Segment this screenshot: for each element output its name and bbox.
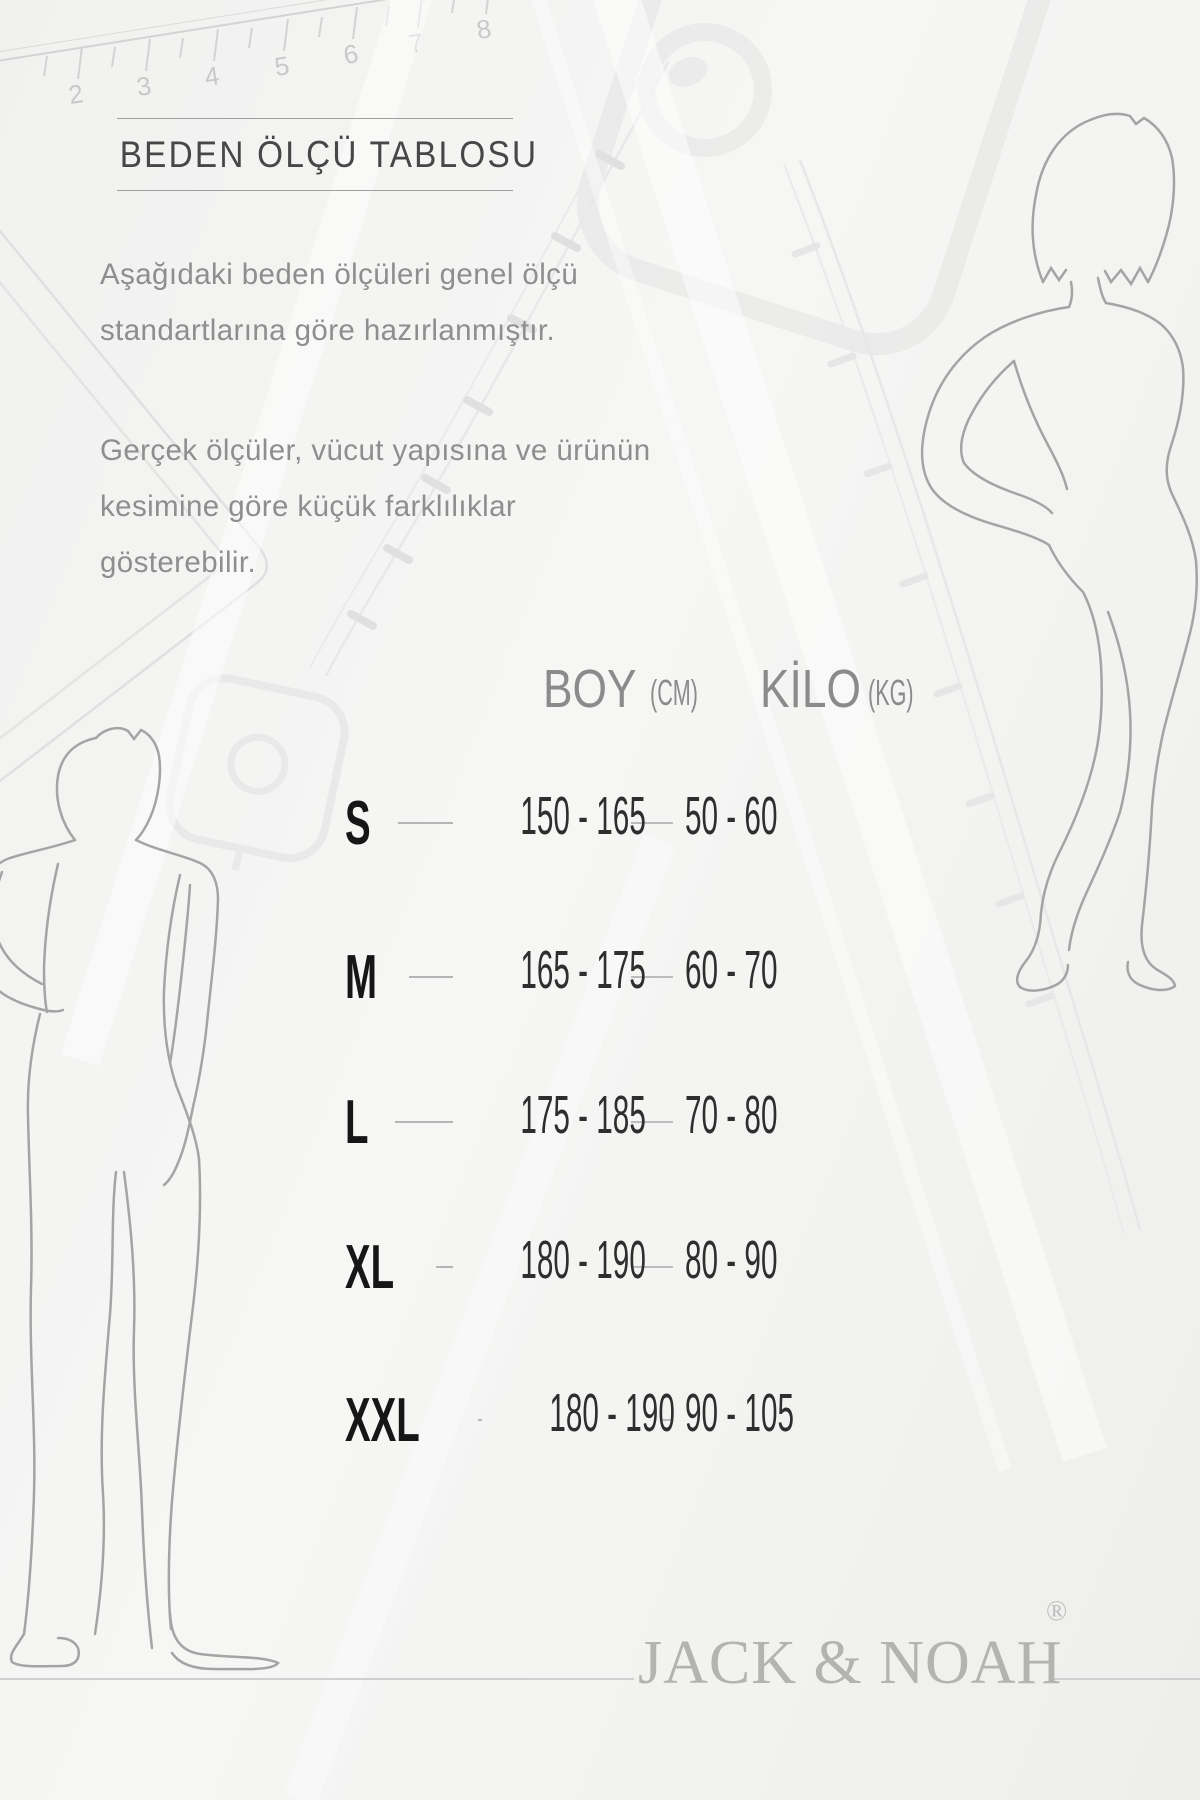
table-row-m (345, 941, 815, 1013)
table-row-xl (345, 1231, 815, 1303)
column-header-label: BOY (543, 659, 637, 719)
ruler-numbers (66, 13, 493, 110)
size-label: M (345, 942, 378, 1012)
column-header-height (543, 658, 657, 720)
footer-rule-right (1050, 1678, 1200, 1680)
table-row-xxl (345, 1384, 815, 1456)
height-value: 175 - 185 (520, 1085, 646, 1145)
weight-cell (685, 934, 815, 1020)
page-title: BEDEN ÖLÇÜ TABLOSU (119, 133, 539, 175)
weight-cell (685, 1079, 815, 1165)
height-value: 180 - 190 (520, 1230, 646, 1290)
intro-paragraph-1 (100, 247, 578, 359)
leader-line (436, 1266, 453, 1268)
weight-value: 80 - 90 (685, 1230, 778, 1290)
size-label: S (345, 788, 371, 858)
column-header-weight-unit (868, 672, 944, 714)
intro-line: kesimine göre küçük farklılıklar (100, 490, 517, 523)
registered-trademark-icon: ® (1046, 1596, 1068, 1627)
weight-cell (685, 1377, 815, 1463)
weight-cell (685, 780, 815, 866)
leader-line (409, 976, 453, 978)
height-value: 180 - 190 (548, 1383, 675, 1443)
weight-value: 50 - 60 (685, 786, 778, 846)
leader-line (478, 1419, 482, 1421)
height-cell (469, 1224, 646, 1310)
height-cell (469, 1079, 646, 1165)
ruler-number: 2 (66, 78, 86, 111)
column-header-unit: (CM) (650, 672, 698, 713)
ruler-number: 3 (134, 70, 154, 103)
column-header-unit: (KG) (868, 672, 914, 713)
column-header-height-unit (650, 672, 730, 714)
leader-line (398, 822, 453, 824)
table-row-s (345, 787, 815, 859)
weight-cell (685, 1224, 815, 1310)
weight-value: 60 - 70 (685, 940, 778, 1000)
size-label: XXL (345, 1385, 420, 1455)
table-row-l (345, 1086, 815, 1158)
leader-line (395, 1121, 453, 1123)
column-header-label: KİLO (760, 659, 861, 719)
ruler-number: 8 (474, 13, 494, 46)
intro-line: standartlarına göre hazırlanmıştır. (100, 314, 556, 347)
ruler-number: 6 (341, 38, 361, 71)
brand-logo: JACK & NOAH (638, 1629, 1063, 1697)
weight-value: 70 - 80 (685, 1085, 778, 1145)
intro-line: gösterebilir. (100, 546, 257, 579)
size-label: L (345, 1087, 369, 1157)
size-label: XL (345, 1232, 395, 1302)
height-cell (469, 780, 646, 866)
height-cell (469, 934, 646, 1020)
ruler-number: 7 (406, 27, 426, 60)
intro-line: Gerçek ölçüler, vücut yapısına ve ürünün (100, 434, 651, 467)
height-value: 165 - 175 (520, 940, 646, 1000)
intro-paragraph-2 (100, 423, 651, 591)
title-block (117, 118, 539, 191)
ruler-number: 4 (202, 60, 222, 93)
ruler-number: 5 (272, 50, 292, 83)
column-header-weight (760, 658, 883, 720)
weight-value: 90 - 105 (685, 1383, 794, 1443)
footer-rule-left (0, 1678, 634, 1680)
height-value: 150 - 165 (520, 786, 646, 846)
intro-line: Aşağıdaki beden ölçüleri genel ölçü (100, 258, 579, 291)
height-cell (498, 1377, 675, 1463)
